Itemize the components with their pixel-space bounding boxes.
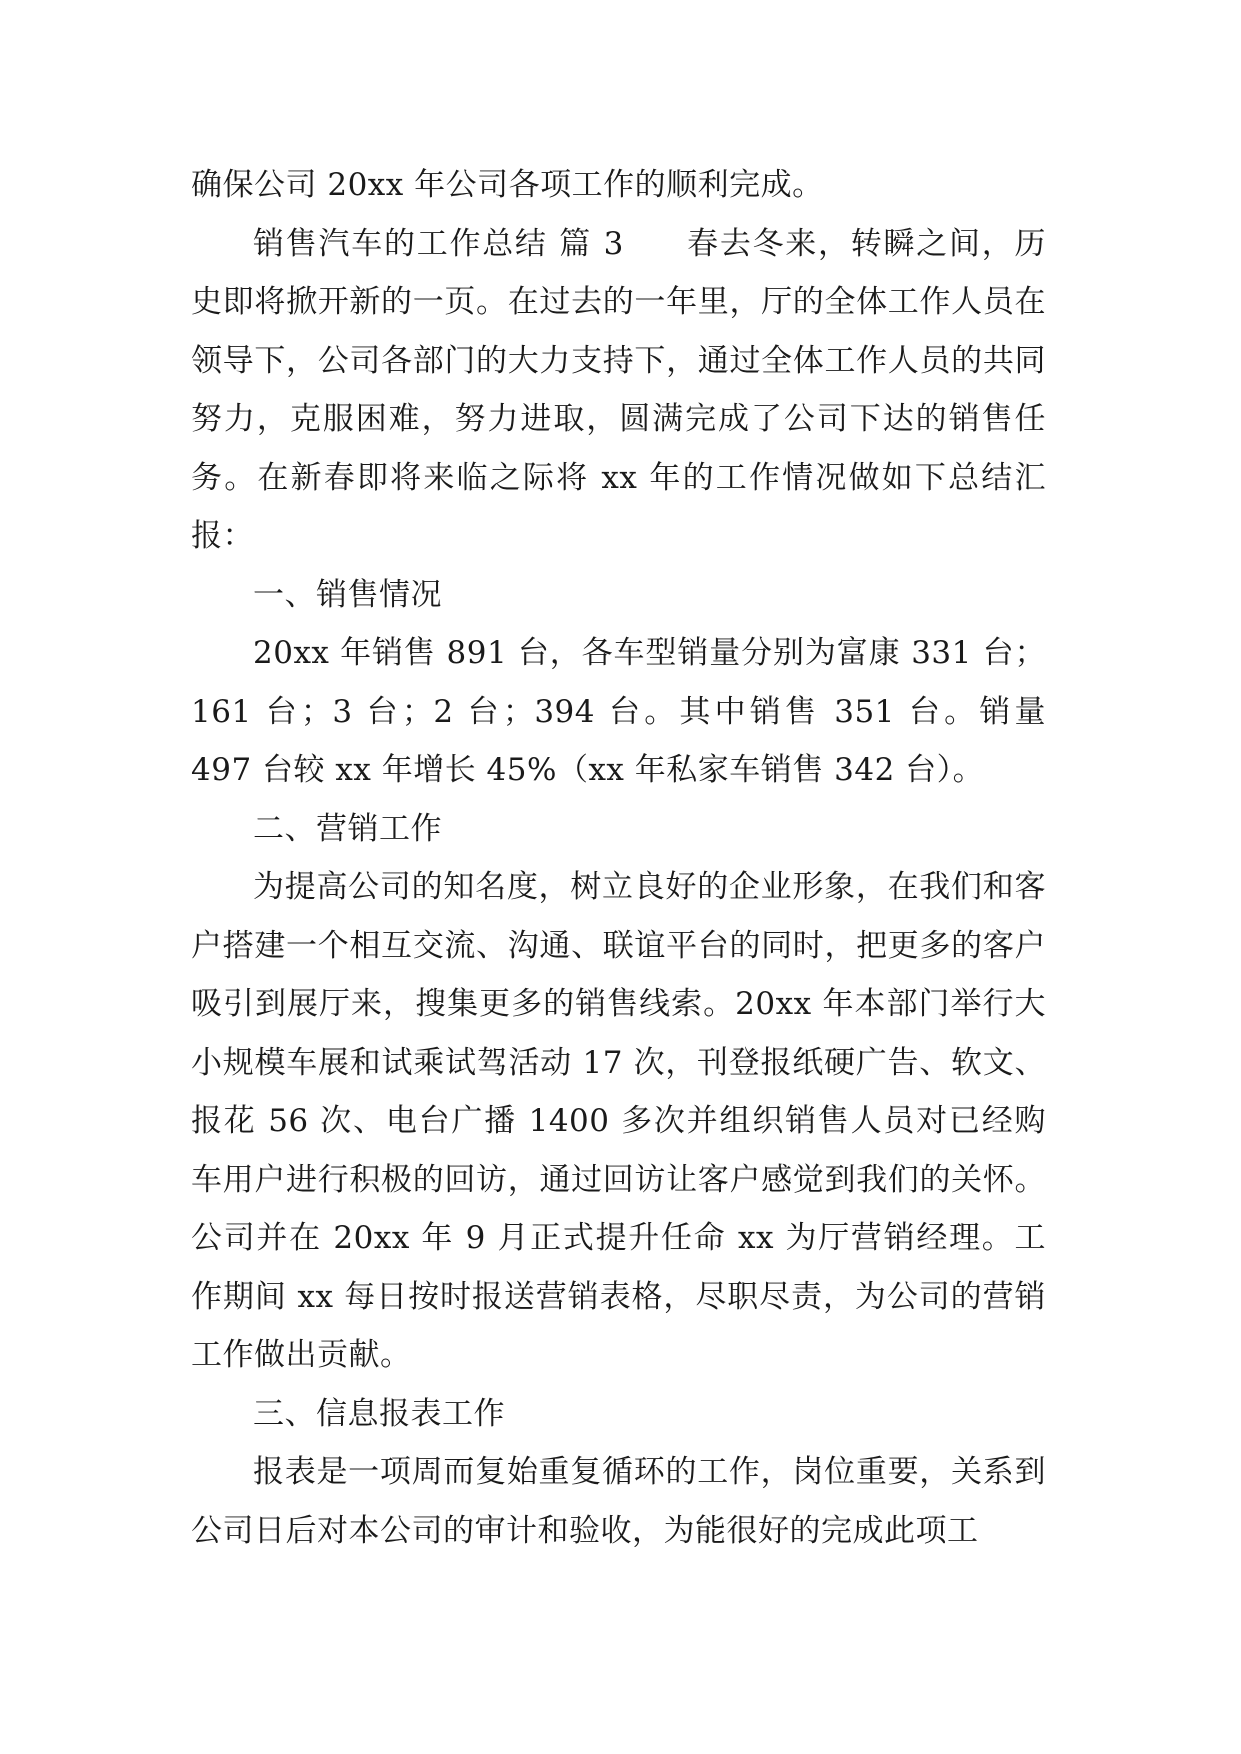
paragraph-report: 报表是一项周而复始重复循环的工作，岗位重要，关系到公司日后对本公司的审计和验收，为能很好的完成此项工: [191, 1454, 1046, 1549]
paragraph-sales-figures: 20xx 年销售 891 台，各车型销量分别为富康 331 台；161 台；3 台；2 台；394 台。其中销售 351 台。销量 497 台较 xx 年增长 45%（xx 年私家车销售 342 台）。: [191, 635, 1046, 788]
heading-sales-situation: 一、销售情况: [253, 576, 442, 613]
heading-marketing-work: 二、营销工作: [253, 810, 442, 847]
intro-text: 春去冬来，转瞬之间，历史即将掀开新的一页。在过去的一年里，厅的全体工作人员在领导下，公司各部门的大力支持下，通过全体工作人员的共同努力，克服困难，努力进取，圆满完成了公司下达的销售任务。在新春即将来临之际将 xx 年的工作情况做如下总结汇报：: [191, 225, 1047, 554]
paragraph-marketing: 为提高公司的知名度，树立良好的企业形象，在我们和客户搭建一个相互交流、沟通、联谊平台的同时，把更多的客户吸引到展厅来，搜集更多的销售线索。20xx 年本部门举行大小规模车展和试乘试驾活动 17 次，刊登报纸硬广告、软文、报花 56 次、电台广播 1400 多次并组织销售人员对已经购车用户进行积极的回访，通过回访让客户感觉到我们的关怀。公司并在 20xx 年 9 月正式提升任命 xx 为厅营销经理。工作期间 xx 每日按时报送营销表格，尽职尽责，为公司的营销工作做出贡献。: [191, 869, 1046, 1373]
document-body: [191, 156, 1046, 1560]
heading-report-work: 三、信息报表工作: [253, 1395, 505, 1432]
section-title: 销售汽车的工作总结 篇 3: [253, 225, 624, 262]
paragraph-continuation: 确保公司 20xx 年公司各项工作的顺利完成。: [191, 167, 824, 203]
paragraph-section-intro: [191, 215, 1046, 566]
